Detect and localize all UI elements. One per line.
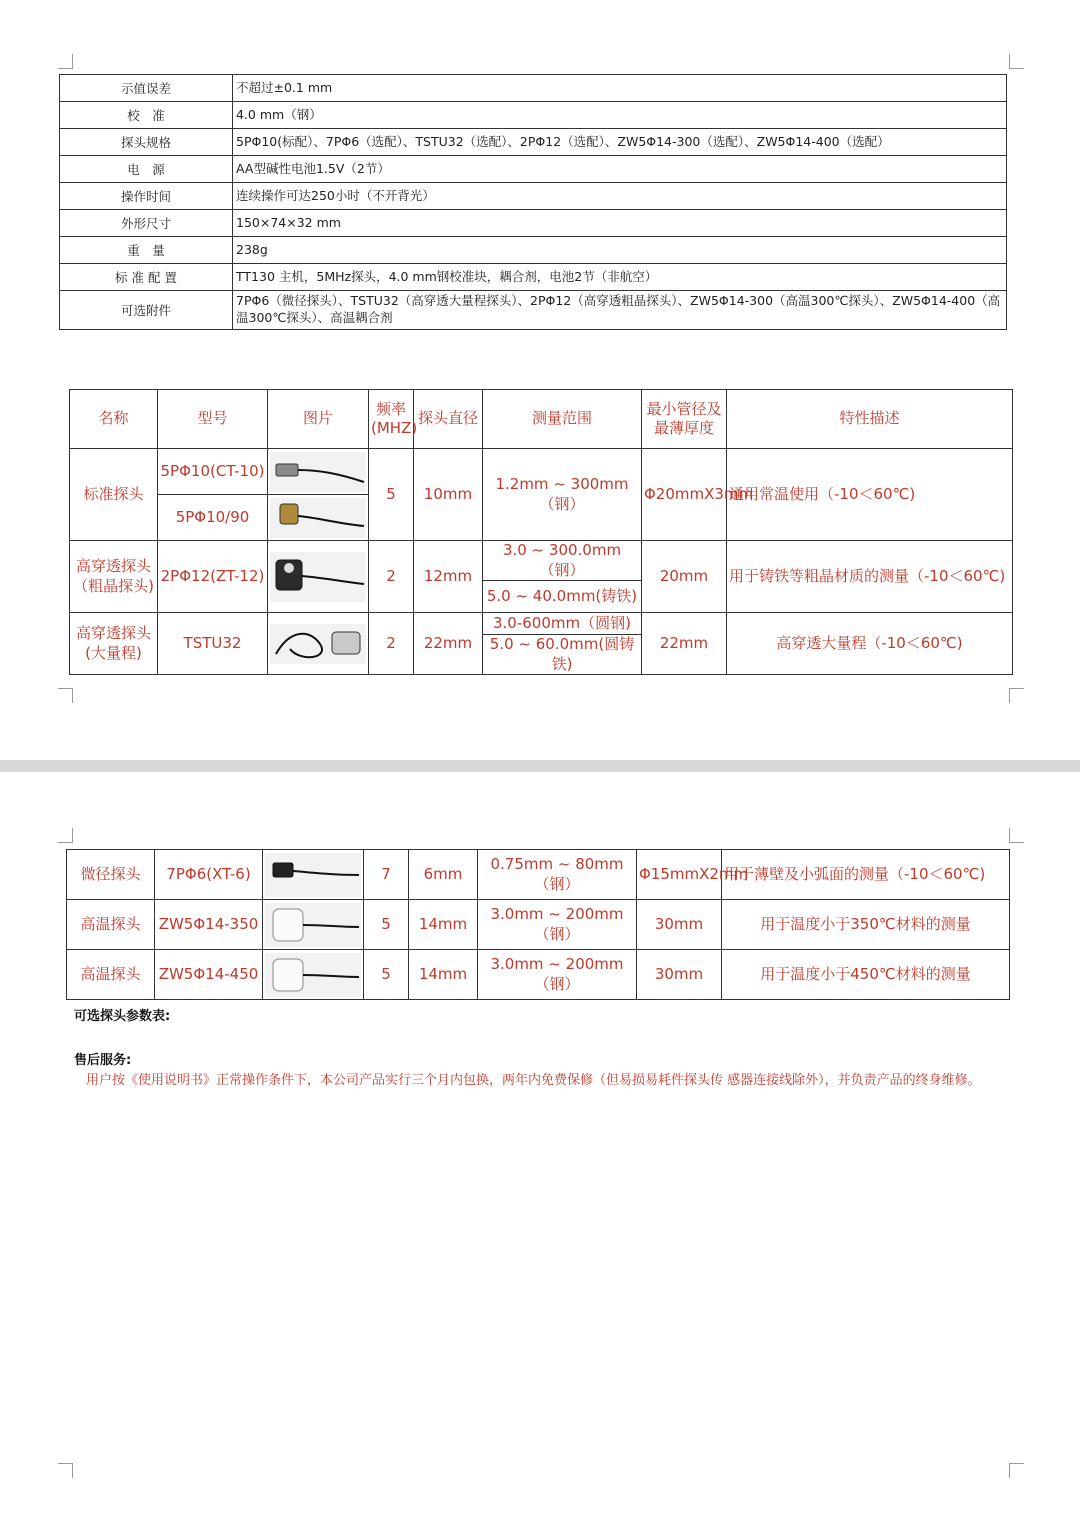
probe-model: TSTU32 — [158, 613, 268, 675]
probe-feature: 通用常温使用（-10＜60℃) — [727, 449, 1013, 541]
probe-diameter: 14mm — [409, 950, 478, 1000]
spec-table — [59, 74, 1007, 330]
probe-cable-image — [265, 953, 361, 997]
probe-image-cell — [268, 541, 369, 613]
table-row — [70, 613, 1013, 635]
table-row — [60, 264, 1007, 291]
probe-frequency: 5 — [364, 900, 409, 950]
spec-label: 示值误差 — [60, 75, 233, 102]
probe-model: 7PΦ6(XT-6) — [155, 850, 263, 900]
probe-model: ZW5Φ14-450 — [155, 950, 263, 1000]
optional-probe-title: 可选探头参数表: — [74, 1009, 171, 1024]
table-row — [70, 541, 1013, 581]
header-range: 测量范围 — [483, 390, 642, 449]
probe-cable-image — [265, 903, 361, 947]
spec-value: 238g — [233, 237, 1007, 264]
page-corner-mark — [1009, 1463, 1024, 1478]
probe-feature: 用于温度小于450℃材料的测量 — [722, 950, 1010, 1000]
probe-range: 3.0 ~ 300.0mm（钢） — [483, 541, 642, 581]
probe-min-pipe: 22mm — [642, 613, 727, 675]
header-feature: 特性描述 — [727, 390, 1013, 449]
header-min-pipe: 最小管径及最薄厚度 — [642, 390, 727, 449]
spec-label: 可选附件 — [60, 291, 233, 330]
table-row — [70, 449, 1013, 495]
table-row — [60, 129, 1007, 156]
probe-min-pipe: 30mm — [637, 950, 722, 1000]
spec-label: 操作时间 — [60, 183, 233, 210]
spec-label: 电 源 — [60, 156, 233, 183]
spec-label: 校 准 — [60, 102, 233, 129]
probe-frequency: 2 — [369, 613, 414, 675]
table-row — [67, 850, 1010, 900]
probe-frequency: 2 — [369, 541, 414, 613]
probe-range: 5.0 ~ 60.0mm(圆铸铁) — [483, 635, 642, 675]
table-row — [60, 210, 1007, 237]
page-corner-mark — [58, 54, 73, 69]
probe-min-pipe: Φ20mmX3mm — [642, 449, 727, 541]
table-row — [67, 950, 1010, 1000]
spec-value: AA型碱性电池1.5V（2节） — [233, 156, 1007, 183]
spec-label: 探头规格 — [60, 129, 233, 156]
probe-range: 5.0 ~ 40.0mm(铸铁) — [483, 581, 642, 613]
probe-diameter: 12mm — [414, 541, 483, 613]
probe-table — [66, 849, 1010, 1000]
probe-cable-image — [270, 452, 366, 492]
page-corner-mark — [58, 1463, 73, 1478]
probe-range: 1.2mm ~ 300mm（钢） — [483, 449, 642, 541]
probe-frequency: 7 — [364, 850, 409, 900]
probe-image-cell — [263, 900, 364, 950]
probe-cable-image — [270, 552, 366, 602]
table-row — [60, 156, 1007, 183]
spec-label: 外形尺寸 — [60, 210, 233, 237]
probe-range: 3.0mm ~ 200mm（钢） — [478, 950, 637, 1000]
probe-image-cell — [263, 850, 364, 900]
header-name: 名称 — [70, 390, 158, 449]
probe-name: 高穿透探头（粗晶探头) — [70, 541, 158, 613]
spec-value: 4.0 mm（钢） — [233, 102, 1007, 129]
service-title: 售后服务: — [74, 1053, 132, 1068]
probe-image-cell — [268, 495, 369, 541]
probe-table — [69, 389, 1013, 675]
service-text: 用户按《使用说明书》正常操作条件下，本公司产品实行三个月内包换，两年内免费保修（但易损易耗件探头传 感器连接线除外），并负责产品的终身维修。 — [86, 1073, 981, 1088]
probe-model: 5PΦ10/90 — [158, 495, 268, 541]
probe-min-pipe: 30mm — [637, 900, 722, 950]
probe-diameter: 10mm — [414, 449, 483, 541]
probe-min-pipe: 20mm — [642, 541, 727, 613]
probe-name: 微径探头 — [67, 850, 155, 900]
probe-min-pipe: Φ15mmX2mm — [637, 850, 722, 900]
table-row — [67, 900, 1010, 950]
probe-model: 5PΦ10(CT-10) — [158, 449, 268, 495]
probe-image-cell — [268, 449, 369, 495]
probe-name: 标准探头 — [70, 449, 158, 541]
page-corner-mark — [58, 688, 73, 703]
probe-feature: 高穿透大量程（-10＜60℃) — [727, 613, 1013, 675]
probe-feature: 用于薄壁及小弧面的测量（-10＜60℃) — [722, 850, 1010, 900]
spec-value: 连续操作可达250小时（不开背光） — [233, 183, 1007, 210]
page-corner-mark — [58, 828, 73, 843]
table-header-row — [70, 390, 1013, 449]
probe-name: 高温探头 — [67, 900, 155, 950]
table-row — [60, 291, 1007, 330]
probe-range: 3.0mm ~ 200mm（钢） — [478, 900, 637, 950]
table-row — [60, 75, 1007, 102]
header-diameter: 探头直径 — [414, 390, 483, 449]
probe-cable-image — [270, 624, 366, 664]
probe-feature: 用于铸铁等粗晶材质的测量（-10＜60℃) — [727, 541, 1013, 613]
header-frequency: 频率(MHZ) — [369, 390, 414, 449]
probe-cable-image — [270, 498, 366, 538]
table-row — [60, 102, 1007, 129]
probe-feature: 用于温度小于350℃材料的测量 — [722, 900, 1010, 950]
probe-diameter: 6mm — [409, 850, 478, 900]
probe-model: 2PΦ12(ZT-12) — [158, 541, 268, 613]
probe-frequency: 5 — [364, 950, 409, 1000]
spec-label: 标 准 配 置 — [60, 264, 233, 291]
probe-name: 高温探头 — [67, 950, 155, 1000]
header-image: 图片 — [268, 390, 369, 449]
probe-image-cell — [268, 613, 369, 675]
header-model: 型号 — [158, 390, 268, 449]
spec-value: 不超过±0.1 mm — [233, 75, 1007, 102]
probe-diameter: 14mm — [409, 900, 478, 950]
page-separator — [0, 760, 1080, 772]
table-row — [60, 237, 1007, 264]
probe-cable-image — [265, 853, 361, 897]
spec-label: 重 量 — [60, 237, 233, 264]
probe-diameter: 22mm — [414, 613, 483, 675]
probe-range: 3.0-600mm（圆钢) — [483, 613, 642, 635]
spec-value: 150×74×32 mm — [233, 210, 1007, 237]
spec-value: 5PΦ10(标配）、7PΦ6（选配）、TSTU32（选配）、2PΦ12（选配）、ZW5Φ14-300（选配）、ZW5Φ14-400（选配） — [233, 129, 1007, 156]
spec-value: TT130 主机，5MHz探头，4.0 mm钢校准块，耦合剂，电池2节（非航空） — [233, 264, 1007, 291]
page-corner-mark — [1009, 828, 1024, 843]
probe-model: ZW5Φ14-350 — [155, 900, 263, 950]
probe-frequency: 5 — [369, 449, 414, 541]
table-row — [60, 183, 1007, 210]
probe-range: 0.75mm ~ 80mm（钢） — [478, 850, 637, 900]
page-corner-mark — [1009, 688, 1024, 703]
probe-image-cell — [263, 950, 364, 1000]
spec-value: 7PΦ6（微径探头）、TSTU32（高穿透大量程探头）、2PΦ12（高穿透粗晶探头）、ZW5Φ14-300（高温300℃探头）、ZW5Φ14-400（高温300℃探头）、高温耦合剂 — [233, 291, 1007, 330]
page-corner-mark — [1009, 54, 1024, 69]
probe-name: 高穿透探头(大量程) — [70, 613, 158, 675]
